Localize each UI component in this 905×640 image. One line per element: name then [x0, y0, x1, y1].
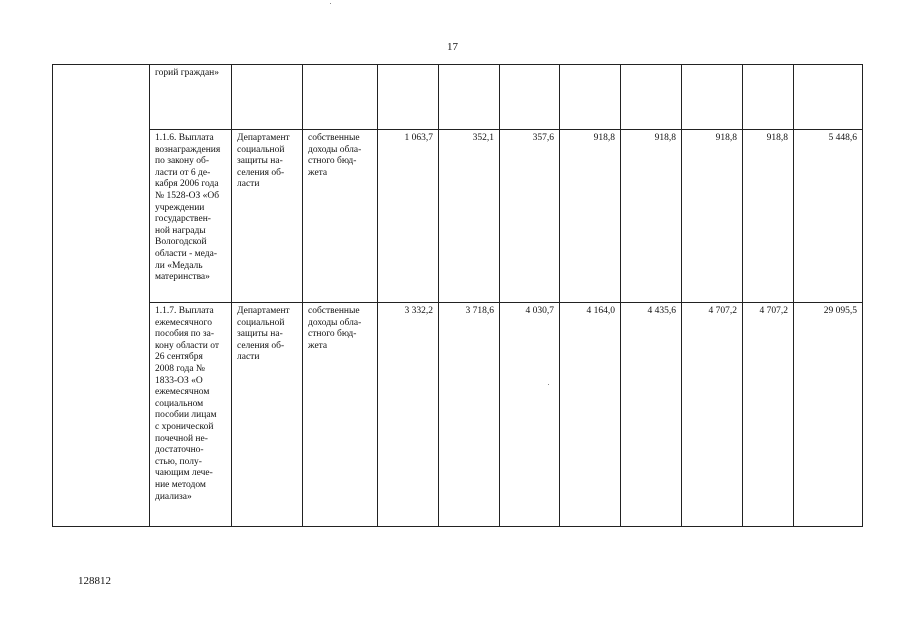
value-cell	[743, 65, 794, 130]
budget-table	[52, 64, 863, 527]
value-cell	[378, 65, 439, 130]
total-value-cell: 5 448,6	[794, 130, 863, 303]
value-cell: 918,8	[743, 130, 794, 303]
funding-source-cell	[303, 303, 378, 527]
document-code: 128812	[78, 575, 111, 587]
scan-speck	[548, 384, 549, 385]
value-cell: 357,6	[500, 130, 560, 303]
total-value-cell	[794, 65, 863, 130]
measure-name-cell	[150, 130, 232, 303]
executor-cell	[232, 130, 303, 303]
page-number: 17	[447, 41, 458, 53]
value-cell: 352,1	[439, 130, 500, 303]
table-row-continuation	[53, 65, 863, 130]
funding-source-cell	[303, 65, 378, 130]
total-value-cell: 29 095,5	[794, 303, 863, 527]
value-cell: 4 707,2	[682, 303, 743, 527]
value-cell	[560, 65, 621, 130]
value-cell: 918,8	[682, 130, 743, 303]
executor-cell	[232, 65, 303, 130]
measure-name: 1.1.6. Выплата вознаграждения по закону об- ласти от 6 де- кабря 2006 года № 1528-ОЗ «Об учреждении государствен- ной награды Вологодской области - меда- ли «Медаль материнства»	[155, 133, 221, 283]
scan-speck	[330, 3, 331, 4]
value-cell: 3 718,6	[439, 303, 500, 527]
measure-name-cell	[150, 303, 232, 527]
value-cell: 4 030,7	[500, 303, 560, 527]
value-cell	[439, 65, 500, 130]
funding-source: собственные доходы обла- стного бюд- жета	[308, 306, 362, 351]
value-cell: 4 707,2	[743, 303, 794, 527]
value-cell: 3 332,2	[378, 303, 439, 527]
value-cell: 4 164,0	[560, 303, 621, 527]
first-column-cell	[53, 65, 150, 527]
funding-source-cell	[303, 130, 378, 303]
measure-name: 1.1.7. Выплата ежемесячного пособия по за- кону области от 26 сентября 2008 года № 1833-ОЗ «О ежемесячном социальном пособии лицам с хронической почечной не- достаточно- стью, полу- чающим лече- ние методом диализа»	[155, 306, 219, 502]
value-cell	[682, 65, 743, 130]
value-cell: 1 063,7	[378, 130, 439, 303]
value-cell: 4 435,6	[621, 303, 682, 527]
value-cell: 918,8	[560, 130, 621, 303]
executor-cell	[232, 303, 303, 527]
value-cell: 918,8	[621, 130, 682, 303]
table-row-1-1-7	[53, 303, 863, 527]
table-row-1-1-6	[53, 130, 863, 303]
executor: Департамент социальной защиты на- селения об- ласти	[237, 306, 290, 363]
funding-source: собственные доходы обла- стного бюд- жета	[308, 133, 362, 178]
value-cell	[621, 65, 682, 130]
executor: Департамент социальной защиты на- селения об- ласти	[237, 133, 290, 190]
measure-name-cell	[150, 65, 232, 130]
measure-name: горий граждан»	[155, 68, 220, 78]
value-cell	[500, 65, 560, 130]
